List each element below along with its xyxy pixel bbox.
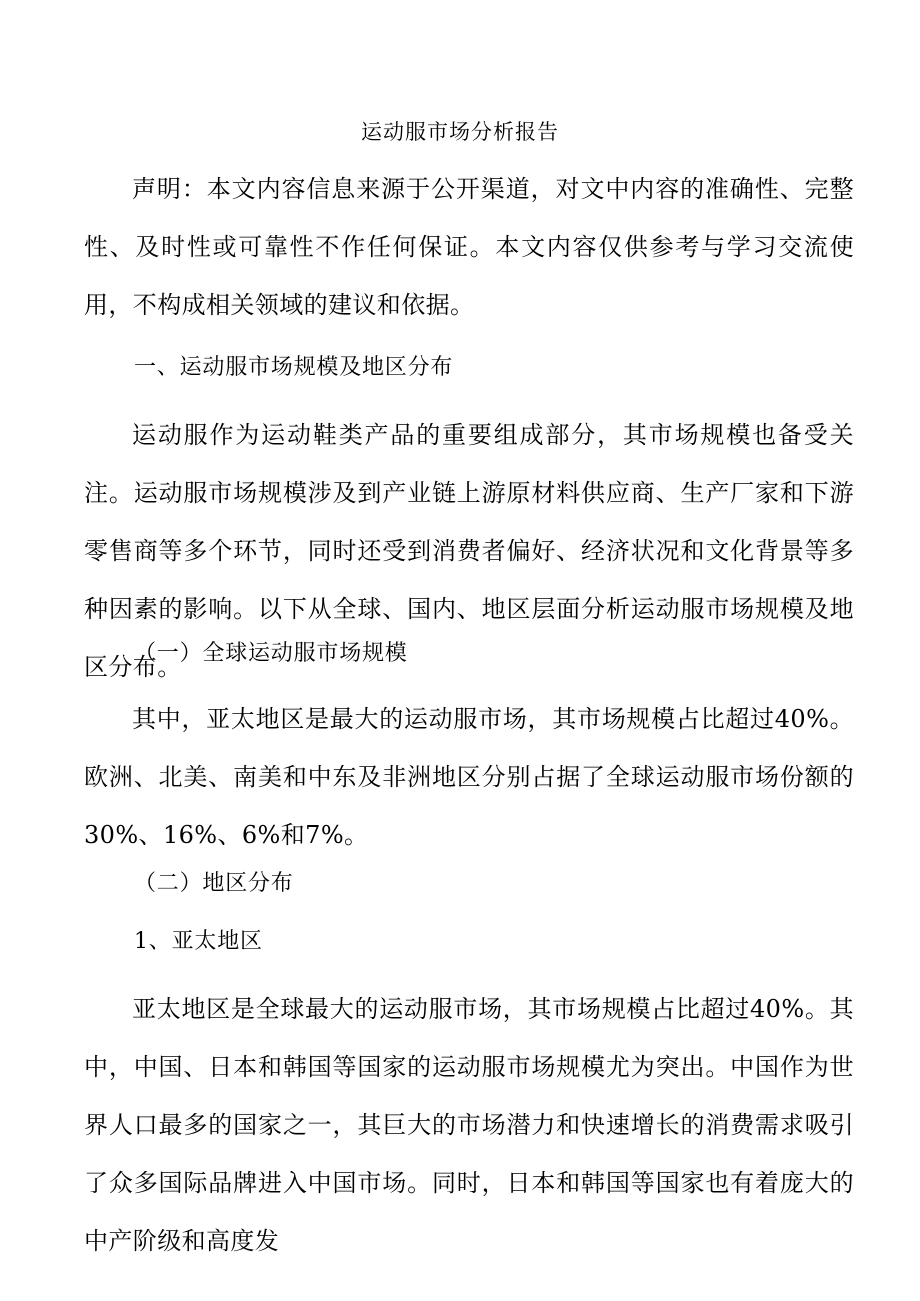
item-1-paragraph: 亚太地区是全球最大的运动服市场，其市场规模占比超过40%。其中，中国、日本和韩国等国家的运动服市场规模尤为突出。中国作为世界人口最多的国家之一，其巨大的市场潜力和快速增长的消费需求吸引了众多国际品牌进入中国市场。同时，日本和韩国等国家也有着庞大的中产阶级和高度发 [84,995,854,1255]
subsection-1-paragraph: 其中，亚太地区是最大的运动服市场，其市场规模占比超过40%。欧洲、北美、南美和中东及非洲地区分别占据了全球运动服市场份额的30%、16%、6%和7%。 [84,705,854,849]
item-1-heading: 1、亚太地区 [134,929,263,954]
document-title: 运动服市场分析报告 [361,120,559,144]
section-1-intro-paragraph: 运动服作为运动鞋类产品的重要组成部分，其市场规模也备受关注。运动服市场规模涉及到产业链上游原材料供应商、生产厂家和下游零售商等多个环节，同时还受到消费者偏好、经济状况和文化背景等多种因素的影响。以下从全球、国内、地区层面分析运动服市场规模及地区分布。 [84,421,854,681]
section-1-heading: 一、运动服市场规模及地区分布 [134,355,454,380]
disclaimer-paragraph: 声明：本文内容信息来源于公开渠道，对文中内容的准确性、完整性、及时性或可靠性不作任何保证。本文内容仅供参考与学习交流使用，不构成相关领域的建议和依据。 [84,175,854,319]
subsection-1-heading: （一）全球运动服市场规模 [134,641,408,666]
subsection-2-heading: （二）地区分布 [134,871,294,896]
